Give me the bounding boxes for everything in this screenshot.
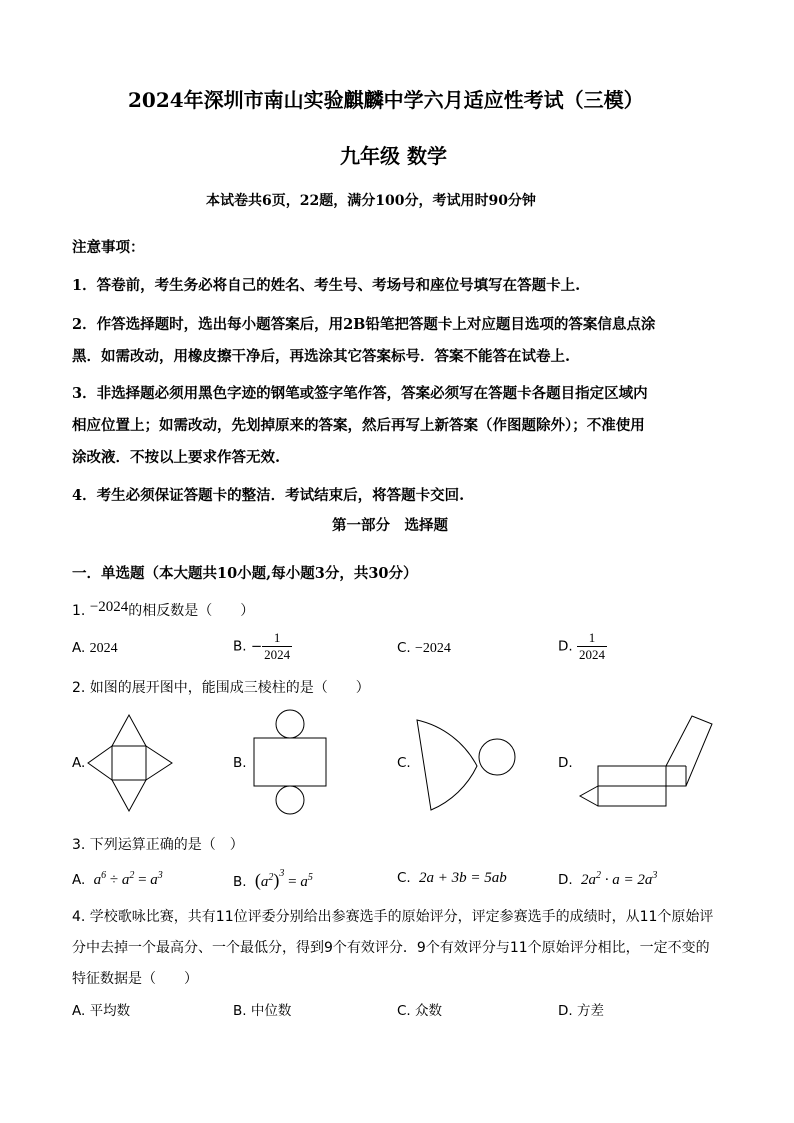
q1-option-b[interactable] (233, 630, 292, 663)
notes-heading: 注意事项： (72, 239, 145, 256)
question-1-number: 1. (72, 603, 86, 619)
exam-subtitle: 九年级 数学 (340, 144, 447, 168)
q4-option-a[interactable] (72, 999, 130, 1019)
question-4-line-1: 4. 学校歌咏比赛，共有11位评委分别给出参赛选手的原始评分，评定参赛选手的成绩时，从11个原始评 (72, 909, 714, 925)
note-2-line-2: 黑．如需改动，用橡皮擦干净后，再选涂其它答案标号．答案不能答在试卷上. (72, 348, 571, 365)
question-2: 2. 如图的展开图中，能围成三棱柱的是（ ） (72, 680, 370, 696)
q3-option-a-label: A. (72, 872, 86, 888)
q3-option-d-expr: $2a^2 \cdot a = 2a^3$ (580, 870, 658, 888)
question-3: 3. 下列运算正确的是（ ） (72, 837, 244, 853)
q2-option-b-label[interactable]: B. (233, 755, 247, 771)
q4-option-c[interactable] (397, 999, 442, 1019)
q4-option-a-label: A. (72, 1003, 86, 1019)
q4-option-b[interactable] (233, 999, 291, 1019)
q4-option-c-text: 众数 (415, 1003, 443, 1019)
note-2-line-1: 2．作答选择题时，选出每小题答案后，用2B铅笔把答题卡上对应题目选项的答案信息点涂 (72, 316, 656, 333)
q4-option-d-label: D. (558, 1003, 573, 1019)
q1-option-b-denominator: 2024 (264, 647, 291, 662)
q4-option-a-text: 平均数 (89, 1003, 131, 1019)
q1-option-c-value: −2024 (415, 641, 451, 656)
q4-option-b-text: 中位数 (250, 1003, 292, 1019)
q1-option-a-label: A. (72, 640, 86, 656)
part-heading: 第一部分 选择题 (332, 517, 448, 534)
q1-option-d-fraction (577, 630, 607, 663)
q2-option-d-figure[interactable] (578, 714, 718, 814)
q3-option-c-label: C. (397, 870, 411, 886)
q1-option-a-value: 2024 (89, 641, 118, 656)
exam-title: 2024年深圳市南山实验麒麟中学六月适应性考试（三模） (128, 88, 644, 112)
q3-option-a-expr: $a^6 \div a^2 = a^3$ (93, 870, 163, 888)
q3-option-c-expr: 2a + 3b = 5ab (419, 870, 507, 886)
q4-option-b-label: B. (233, 1003, 247, 1019)
q3-option-b-expr: $(a^2)^3 = a^5$ (254, 868, 313, 890)
q1-option-b-numerator: 1 (262, 630, 292, 647)
q4-option-c-label: C. (397, 1003, 411, 1019)
q1-option-c-label: C. (397, 640, 411, 656)
q3-option-c[interactable] (397, 870, 507, 887)
q1-option-c[interactable] (397, 640, 451, 657)
q2-option-a-figure[interactable] (86, 712, 174, 814)
q3-option-d[interactable] (558, 870, 657, 889)
q3-option-b-label: B. (233, 874, 247, 890)
q1-option-b-sign: − (250, 638, 263, 655)
q1-option-d[interactable] (558, 630, 607, 663)
q1-option-a[interactable] (72, 640, 118, 657)
q2-option-a-label[interactable]: A. (72, 755, 86, 771)
question-1 (72, 600, 254, 620)
note-3-line-1: 3．非选择题必须用黑色字迹的钢笔或签字笔作答，答案必须写在答题卡各题目指定区域内 (72, 385, 648, 402)
q2-option-d-label[interactable]: D. (558, 755, 573, 771)
note-4: 4．考生必须保证答题卡的整洁．考试结束后，将答题卡交回. (72, 487, 465, 504)
note-3-line-3: 涂改液．不按以上要求作答无效. (72, 449, 281, 466)
q1-option-d-label: D. (558, 638, 573, 655)
exam-meta: 本试卷共6页，22题，满分100分，考试用时90分钟 (206, 193, 536, 209)
question-4-line-3: 特征数据是（ ） (72, 971, 198, 987)
q1-option-d-denominator: 2024 (578, 647, 605, 662)
note-1: 1．答卷前，考生务必将自己的姓名、考生号、考场号和座位号填写在答题卡上. (72, 277, 581, 294)
q2-option-b-figure[interactable] (252, 708, 328, 820)
q3-option-d-label: D. (558, 872, 573, 888)
q1-option-b-fraction (262, 630, 292, 663)
q4-option-d[interactable] (558, 999, 604, 1019)
note-3-line-2: 相应位置上；如需改动，先划掉原来的答案，然后再写上新答案（作图题除外）；不准使用 (72, 417, 645, 434)
question-1-value: −2024 (89, 599, 129, 615)
q1-option-b-label: B. (233, 638, 247, 655)
q2-option-c-figure[interactable] (415, 718, 519, 814)
question-4-line-2: 分中去掉一个最高分、一个最低分，得到9个有效评分．9个有效评分与11个原始评分相比，一定不变的 (72, 940, 710, 956)
section-heading: 一．单选题（本大题共10小题,每小题3分，共30分） (72, 565, 418, 582)
q2-option-c-label[interactable]: C. (397, 755, 411, 771)
question-1-text: 的相反数是（ ） (128, 603, 255, 619)
q4-option-d-text: 方差 (576, 1003, 604, 1019)
q1-option-d-numerator: 1 (577, 630, 607, 647)
q3-option-b[interactable] (233, 870, 313, 891)
q3-option-a[interactable] (72, 870, 163, 889)
